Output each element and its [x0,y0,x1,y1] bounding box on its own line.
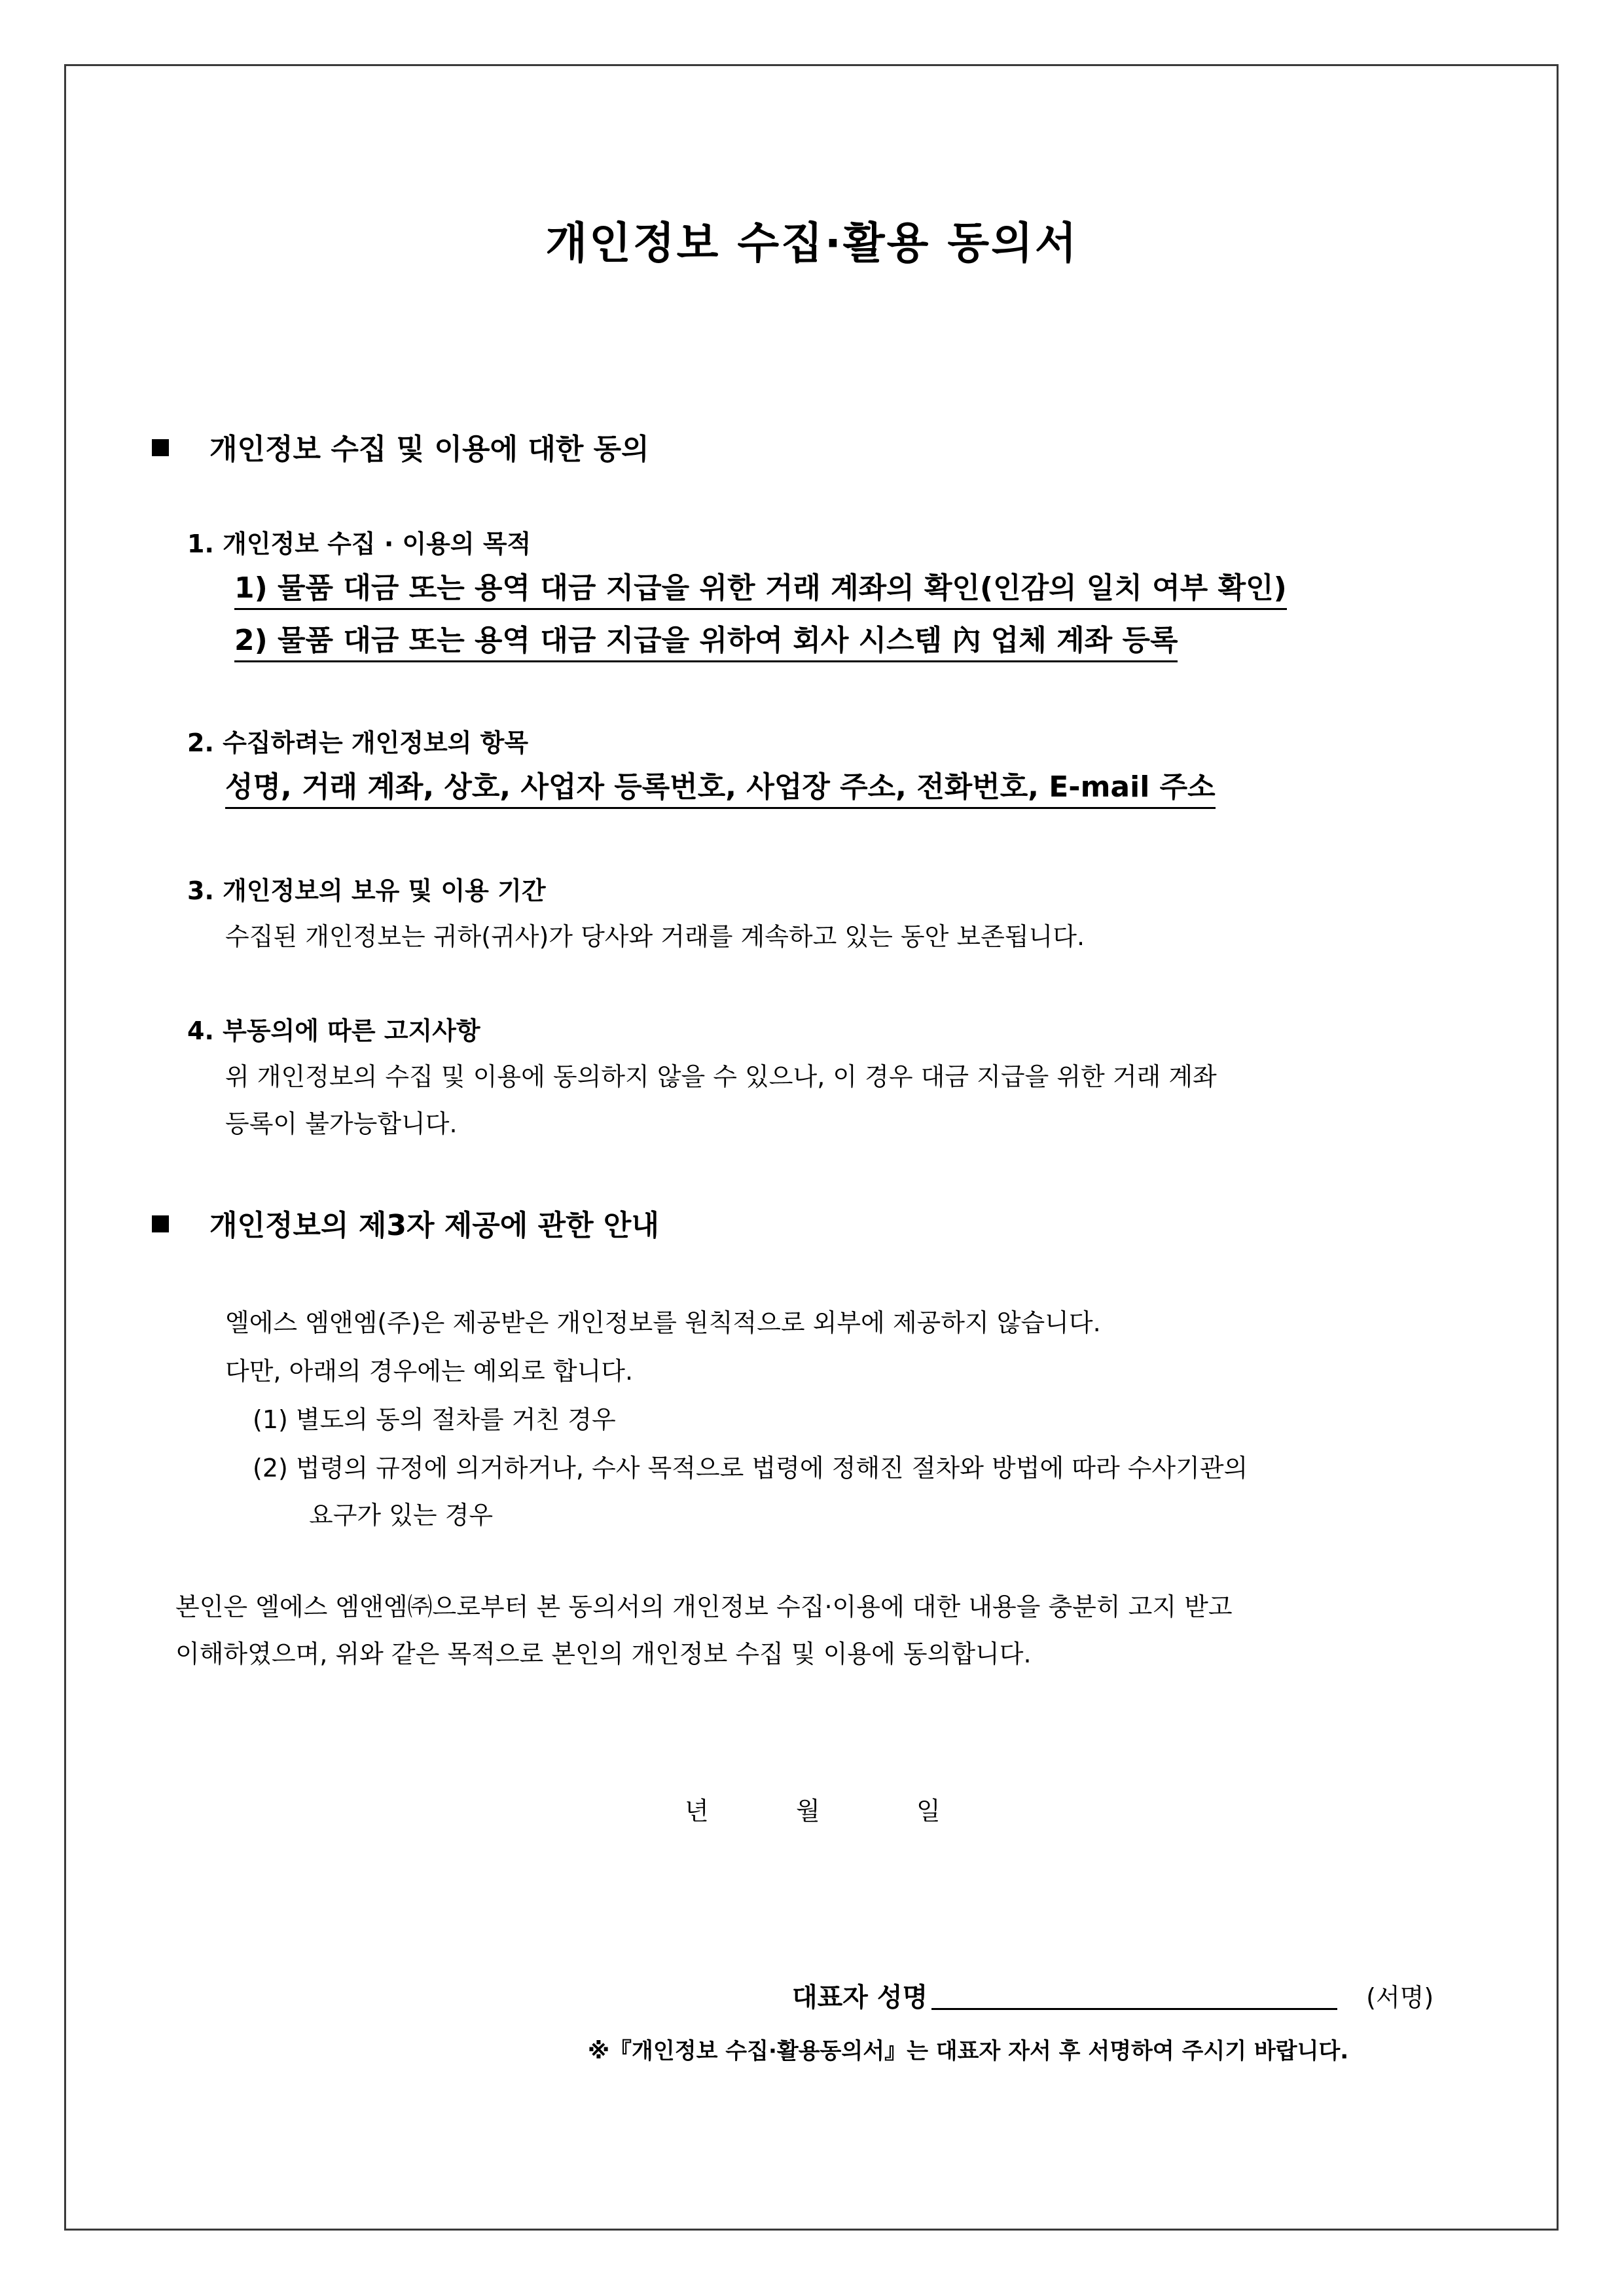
signature-block [792,1977,1434,2014]
signature-line[interactable] [931,1982,1337,2010]
section-heading-text: 개인정보 수집 및 이용에 대한 동의 [209,433,649,466]
refusal-text-line-2: 등록이 불가능합니다. [225,1109,458,1138]
collected-items-line: 성명, 거래 계좌, 상호, 사업자 등록번호, 사업장 주소, 전화번호, E-mail 주소 [225,771,1216,809]
exception-item-2: (2) 법령의 규정에 의거하거나, 수사 목적으로 법령에 정해진 절차와 방법에 따라 수사기관의 [253,1454,1248,1482]
square-bullet-icon [152,1215,169,1232]
item-heading-items: 2. 수집하려는 개인정보의 항목 [187,728,529,757]
item-heading-refusal: 4. 부동의에 따른 고지사항 [187,1016,480,1045]
document-title: 개인정보 수집·활용 동의서 [545,218,1079,268]
signature-label: 대표자 성명 [792,1982,928,2013]
purpose-line-1: 1) 물품 대금 또는 용역 대금 지급을 위한 거래 계좌의 확인(인감의 일치 여부 확인) [234,572,1287,610]
section-heading-text: 개인정보의 제3자 제공에 관한 안내 [209,1209,659,1242]
date-year-label: 년 [685,1797,709,1825]
item-heading-purpose: 1. 개인정보 수집 · 이용의 목적 [187,529,532,558]
retention-text: 수집된 개인정보는 귀하(귀사)가 당사와 거래를 계속하고 있는 동안 보존됩니다. [225,922,1085,951]
document-border [64,64,1559,2231]
square-bullet-icon [152,439,169,456]
purpose-line-2: 2) 물품 대금 또는 용역 대금 지급을 위하여 회사 시스템 內 업체 계좌 등록 [234,624,1178,662]
refusal-text-line-1: 위 개인정보의 수집 및 이용에 동의하지 않을 수 있으나, 이 경우 대금 지급을 위한 거래 계좌 [225,1062,1217,1091]
consent-statement-line-2: 이해하였으며, 위와 같은 목적으로 본인의 개인정보 수집 및 이용에 동의합니다. [175,1640,1032,1668]
item-heading-retention: 3. 개인정보의 보유 및 이용 기간 [187,876,546,905]
date-month-label: 월 [796,1797,820,1825]
section-heading-consent [152,425,649,467]
consent-statement-line-1: 본인은 엘에스 엠앤엠㈜으로부터 본 동의서의 개인정보 수집·이용에 대한 내용을 충분히 고지 받고 [175,1592,1233,1621]
signature-suffix: (서명) [1366,1983,1434,2012]
exception-item-2-cont: 요구가 있는 경우 [309,1501,494,1530]
footnote: ※『개인정보 수집·활용동의서』는 대표자 자서 후 서명하여 주시기 바랍니다. [588,2038,1349,2064]
section-heading-third-party [152,1202,659,1244]
third-party-line-1: 엘에스 엠앤엠(주)은 제공받은 개인정보를 원칙적으로 외부에 제공하지 않습니다. [225,1308,1101,1337]
date-day-label: 일 [916,1797,941,1825]
exception-item-1: (1) 별도의 동의 절차를 거친 경우 [253,1405,616,1434]
third-party-line-2: 다만, 아래의 경우에는 예외로 합니다. [225,1357,634,1386]
